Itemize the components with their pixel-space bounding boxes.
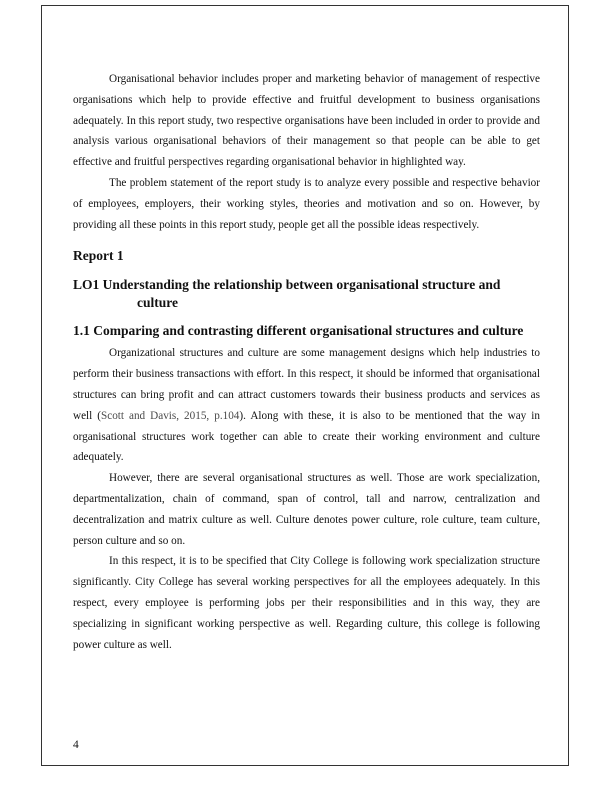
- problem-statement-paragraph: The problem statement of the report study is to analyze every possible and respective behavior of employees, employers, their working styles, theories and motivation and so on. However, by providing all these points in this report study, people get all the possible ideas respectively.: [73, 176, 540, 231]
- structure-types-paragraph: However, there are several organisational structures as well. Those are work specialization, departmentalization, chain of command, span of control, tall and narrow, centralization and decentralization and matrix culture as well. Culture denotes power culture, role culture, team culture, person culture and so on.: [73, 472, 540, 547]
- intro-paragraph: Organisational behavior includes proper and marketing behavior of management of respective organisations which help to provide effective and fruitful development to business organisations adequately. In this report study, two respective organisations have been included in order to provide and analysis various organisational behaviors of their management so that people can be able to get effective and fruitful perspectives regarding organisational behavior in highlighted way.: [73, 73, 540, 169]
- city-college-paragraph: In this respect, it is to be specified that City College is following work specialization structure significantly. City College has several working perspectives for all the employees adequately. In this respect, every employee is performing jobs per their responsibilities and in this way, they are specializing in significant working perspective as well. Regarding culture, this college is following power culture as well.: [73, 555, 540, 651]
- lo1-heading: LO1 Understanding the relationship between organisational structure and culture: [73, 277, 501, 311]
- page-number: 4: [73, 739, 79, 751]
- section-1-1-heading: 1.1 Comparing and contrasting different organisational structures and culture: [73, 323, 524, 339]
- structures-text-before-citation: Organizational structures and culture are some management designs which help industries to perform their business transactions with effort. In this respect, it should be informed that organisational structures can bring profit and can attract customers towards their business products and services as well (: [73, 347, 540, 422]
- structures-paragraph: [73, 343, 540, 468]
- report-heading: Report 1: [73, 248, 124, 264]
- document-body: [73, 69, 540, 655]
- structures-text-after-citation: ). Along with these, it is also to be mentioned that the way in organisational structures work together can able to create their working environment and culture adequately.: [73, 409, 540, 464]
- citation: Scott and Davis, 2015, p.104: [101, 409, 240, 422]
